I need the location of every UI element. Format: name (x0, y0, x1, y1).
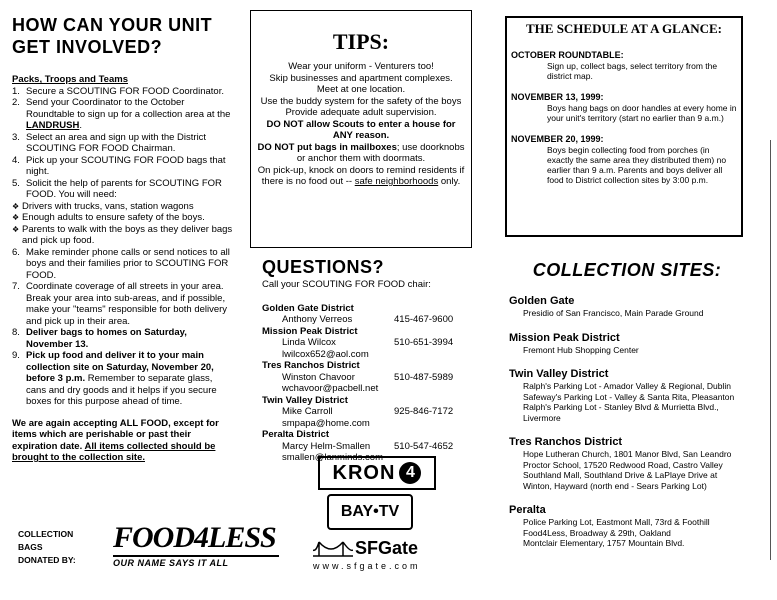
site-group: Twin Valley District Ralph's Parking Lot - Amador Valley & Regional, Dublin Safeway's Parking Lot - Valley & Santa Rita, Pleasanton Ralph's Parking Lot - Stanley Blvd & Murrietta Blvd., Livermore (509, 368, 735, 423)
left-column (12, 14, 234, 464)
site-group: Golden Gate Presidio of San Francisco, Main Parade Ground (509, 295, 704, 318)
list-item: ❖ Drivers with trucks, vans, station wagons (12, 200, 194, 212)
tips-reminder: On pick-up, knock on doors to remind residents if there is no food out -- safe neighborhoods only. (257, 164, 465, 187)
tips-box (250, 10, 472, 248)
food4less-logo: FOOD4LESS OUR NAME SAYS IT ALL (113, 521, 279, 568)
list-item: 3. Select an area and sign up with the District SCOUTING FOR FOOD Chairman. (12, 131, 207, 154)
questions-intro: Call your SCOUTING FOR FOOD chair: (262, 279, 431, 290)
tips-warning-1: DO NOT allow Scouts to enter a house for ANY reason. (266, 118, 456, 141)
site-group: Peralta Police Parking Lot, Eastmont Mall, 73rd & Foothill Food4Less, Broadway & 29th, Oakland Montclair Elementary, 1757 Mountain Blvd. (509, 504, 710, 548)
schedule-box (505, 16, 743, 237)
site-group: Mission Peak District Fremont Hub Shopping Center (509, 331, 639, 355)
steps-list-a (12, 86, 234, 201)
steps-list-b (12, 247, 234, 408)
contact-card: Mission Peak District Linda Wilcox 510-651-3994 lwilcox652@aol.com (262, 325, 454, 360)
tips-title: TIPS: (332, 29, 390, 54)
tips-line: Meet at one location. (316, 84, 406, 95)
list-item: 4. Pick up your SCOUTING FOR FOOD bags that night. (12, 154, 226, 177)
contact-card: Twin Valley District Mike Carroll 925-846-7172 smpapa@home.com (262, 394, 454, 429)
list-item: 1. Secure a SCOUTING FOR FOOD Coordinator. (12, 85, 224, 97)
donated-by: COLLECTION BAGS DONATED BY: (18, 529, 76, 565)
contact-card: Peralta District Marcy Helm-Smallen 510-547-4652 smallen@lanminds.com (262, 429, 454, 463)
questions-section (262, 256, 477, 464)
collection-sites (509, 260, 745, 549)
closing-note: We are again accepting ALL FOOD, except for items which are perishable or past their expiration date. All items collected should be brought to the collection site. (12, 417, 219, 463)
tips-line: Skip businesses and apartment complexes. (269, 72, 453, 84)
tips-line: Provide adequate adult supervision. (285, 107, 437, 118)
list-item: 6. Make reminder phone calls or send notices to all boys and their families prior to SCOUTING FOR FOOD. (12, 246, 230, 281)
schedule-title: THE SCHEDULE AT A GLANCE: (525, 21, 722, 36)
baytv-logo: BAY•TV (327, 494, 413, 530)
list-item: ❖ Enough adults to ensure safety of the boys. (12, 212, 205, 223)
schedule-item: NOVEMBER 13, 1999: Boys hang bags on door handles at every home in your unit's territory (start no earlier than 9 a.m.) (511, 92, 737, 123)
schedule-item: OCTOBER ROUNDTABLE: Sign up, collect bags, select territory from the district map. (511, 50, 718, 81)
list-item: 2. Send your Coordinator to the October Roundtable to sign up for a collection area at the LANDRUSH. (12, 97, 231, 131)
list-item: 7. Coordinate coverage of all streets in your area. Break your area into sub-areas, and if possible, make your "teams" responsible for both delivery and pick up in their area. (12, 281, 228, 327)
list-item: ❖ Parents to walk with the boys as they deliver bags and pick up food. (12, 223, 233, 246)
site-group: Tres Ranchos District Hope Lutheran Church, 1801 Manor Blvd, San Leandro Proctor School, 17520 Redwood Road, Castro Valley Southland Mall, Southland Drive & LaPlaye Drive at Winton, Hayward (north end - Sears Parking Lot) (509, 436, 732, 491)
tips-warning-2: DO NOT put bags in mailboxes; use doorknobs or anchor them with doormats. (257, 141, 465, 164)
subhead: Packs, Troops and Teams (12, 74, 128, 85)
page-title: HOW CAN YOUR UNIT GET INVOLVED? (12, 15, 213, 57)
list-item: 8. Deliver bags to homes on Saturday, November 13. (12, 327, 187, 350)
needs-bullets (12, 201, 234, 247)
list-item: 9. Pick up food and deliver it to your main collection site on Saturday, November 20, before 3 p.m. Remember to separate glass, cans and dry goods and it helps if you secure boxes for this purpose ahead of time. (12, 350, 217, 407)
questions-title: QUESTIONS? (262, 257, 385, 277)
contact-card: Tres Ranchos District Winston Chavoor 510-487-5989 wchavoor@pacbell.net (262, 360, 454, 394)
page-edge-marks (770, 140, 777, 560)
bridge-icon (313, 540, 353, 558)
collection-title: COLLECTION SITES: (532, 260, 722, 280)
schedule-item: NOVEMBER 20, 1999: Boys begin collecting food from porches (in exactly the same area they distributed them) no earlier than 9 a.m. Parents and boys deliver all food to District collection sites by 3:00 p.m. (511, 134, 727, 185)
contact-card: Golden Gate District Anthony Verreos 415-467-9600 (262, 302, 454, 325)
tips-line: Use the buddy system for the safety of the boys (260, 95, 462, 107)
kron4-logo: KRON 4 (318, 456, 436, 490)
sfgate-logo: SFGate www.sfgate.com (313, 538, 421, 571)
tips-line: Wear your uniform - Venturers too! (288, 61, 434, 72)
list-item: 5. Solicit the help of parents for SCOUTING FOR FOOD. You will need: (12, 177, 222, 200)
